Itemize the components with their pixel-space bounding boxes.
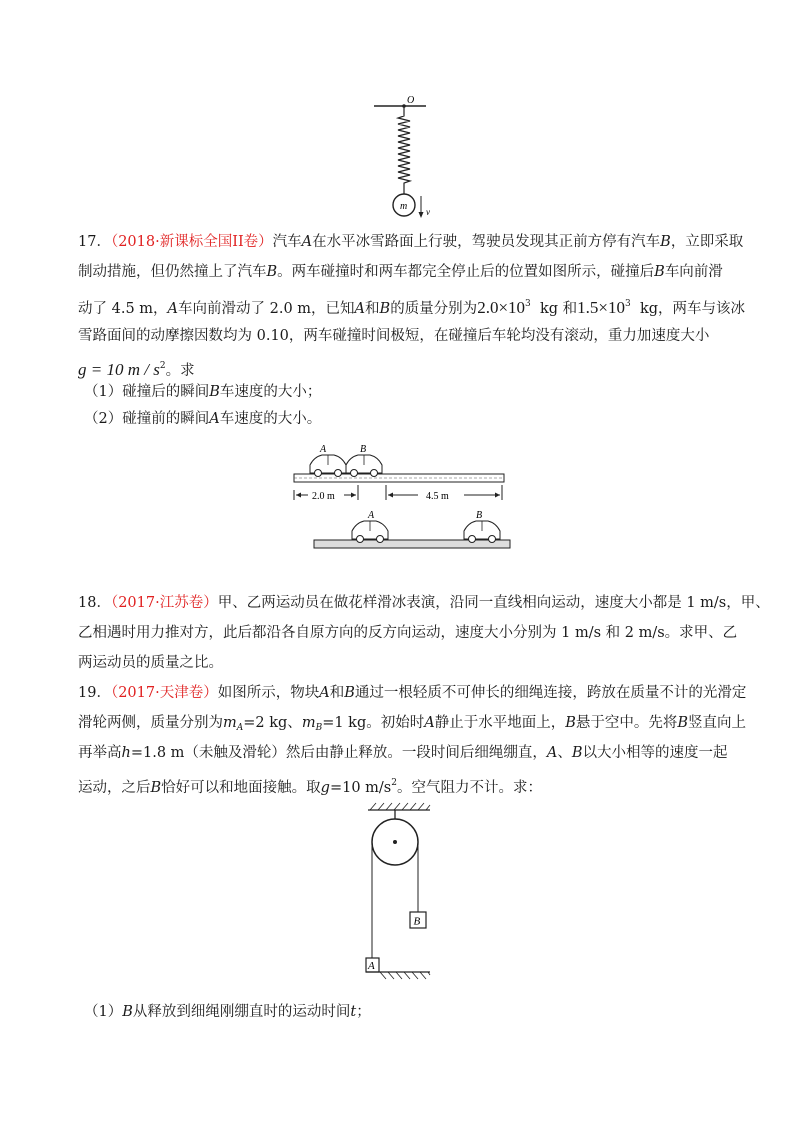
q18-source: （2017·江苏卷）: [110, 595, 218, 611]
dist-a-label: 2.0 m: [312, 491, 335, 502]
block-a-label: A: [368, 960, 375, 972]
q19-number: 19．: [78, 685, 111, 701]
q18-number: 18．: [78, 595, 111, 611]
car-a-top-label: A: [320, 444, 327, 455]
pivot-label: O: [407, 95, 415, 106]
q19-line-4: 运动，之后B恰好可以和地面接触。取g=10 $m/s^2$。空气阻力不计。求：: [78, 778, 542, 796]
car-a-bottom: [352, 521, 388, 543]
q18-line-3: 两运动员的质量之比。: [78, 655, 223, 671]
q19-line-1: 19．（2017·天津卷）如图所示，物块A和B通过一根轻质不可伸长的细绳连接，跨放在质量不计的光滑定: [78, 685, 747, 701]
q18-line-1: 18．（2017·江苏卷）甲、乙两运动员在做花样滑冰表演，沿同一直线相向运动，速度大小都是 1 m/s，甲、: [78, 595, 770, 611]
mass-a-value: 2.0×10: [477, 298, 526, 317]
spring: [398, 106, 410, 194]
mass-label: m: [400, 201, 408, 212]
q17-sub-2: （2）碰撞前的瞬间A车速度的大小。: [84, 411, 322, 427]
car-a-top: [310, 455, 346, 477]
pulley-figure: [352, 800, 442, 984]
spring-mass-figure: [360, 92, 450, 222]
block-b-label: B: [413, 915, 421, 928]
q17-number: 17．: [78, 234, 111, 250]
q17-line-4: 雪路面间的动摩擦因数均为 0.10，两车碰撞时间极短，在碰撞后车轮均没有滚动，重力加速度大小: [78, 328, 710, 344]
q19-sub-1: （1）B从释放到细绳刚绷直时的运动时间t；: [84, 1004, 371, 1020]
car-b-bottom-label: B: [476, 510, 483, 521]
dist-b-label: 4.5 m: [426, 491, 449, 502]
mass-b-value: 1.5×10: [577, 298, 626, 317]
q17-line-2: 制动措施，但仍然撞上了汽车B。两车碰撞时和两车都完全停止后的位置如图所示，碰撞后B车向前滑: [78, 264, 723, 280]
road-bottom: [314, 540, 510, 548]
q19-source: （2017·天津卷）: [110, 685, 218, 701]
car-a-bottom-label: A: [368, 510, 375, 521]
q19-line-3: 再举高h=1.8 m（未触及滑轮）然后由静止释放。一段时间后细绳绷直，A、B以大小相等的速度一起: [78, 745, 728, 761]
q17-source: （2018·新课标全国II卷）: [110, 234, 273, 250]
velocity-label: v: [426, 207, 430, 217]
car-b-bottom: [464, 521, 500, 543]
q19-line-2: 滑轮两侧，质量分别为$m_A=2$ kg、$m_B=1$ kg。初始时A静止于水平地面上，B悬于空中。先将B竖直向上: [78, 715, 747, 733]
q17-sub-1: （1）碰撞后的瞬间B车速度的大小；: [84, 384, 322, 400]
q17-line-3: 动了 4.5 m，A车向前滑动了 2.0 m，已知A和B的质量分别为$2.0\times 10^3$ kg 和$1.5\times 10^3$ kg，两车与该冰: [78, 298, 746, 317]
car-b-top-label: B: [360, 444, 367, 455]
g-expression: g = 10 m / s: [78, 360, 160, 379]
q18-line-2: 乙相遇时用力推对方，此后都沿各自原方向的反方向运动，速度大小分别为 1 m/s 和 2 m/s。求甲、乙: [78, 625, 738, 641]
q17-line-5: g = 10 m / $s^2$。求: [78, 360, 195, 379]
car-b-top: [346, 455, 382, 477]
car-collision-figure: [288, 438, 518, 588]
q17-line-1: 17．（2018·新课标全国II卷）汽车A在水平冰雪路面上行驶，驾驶员发现其正前方停有汽车B，立即采取: [78, 234, 744, 250]
